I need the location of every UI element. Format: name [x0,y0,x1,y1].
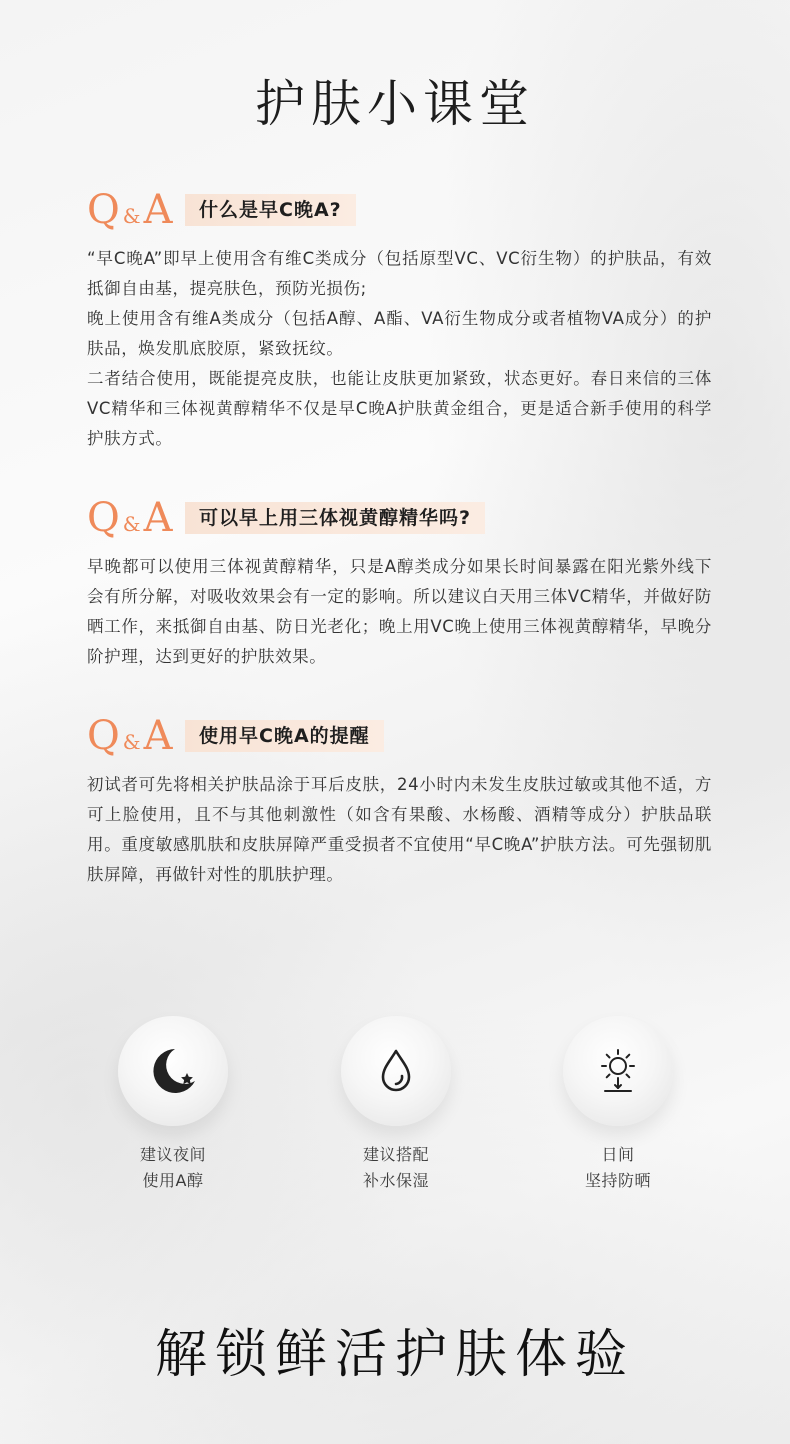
water-drop-icon [371,1046,421,1096]
qa-logo: Q & A [87,187,173,233]
qa-question: 什么是早C晚A? [185,194,356,226]
tip-sunscreen [538,1016,698,1194]
tip-label: 建议夜间 使用A醇 [139,1145,206,1190]
tip-icon-circle [563,1016,673,1126]
answer-paragraph: 早晚都可以使用三体视黄醇精华，只是A醇类成分如果长时间暴露在阳光紫外线下会有所分解，对吸收效果会有一定的影响。所以建议白天用三体VC精华，并做好防晒工作，来抵御自由基、防日光老化；晚上用VC晚上使用三体视黄醇精华，早晚分阶护理，达到更好的护肤效果。 [87,557,712,666]
tip-hydration [316,1016,476,1194]
tip-icon-circle [118,1016,228,1126]
tip-icon-circle [341,1016,451,1126]
answer-paragraph: 晚上使用含有维A类成分（包括A醇、A酯、VA衍生物成分或者植物VA成分）的护肤品，焕发肌底胶原，紧致抚纹。 [87,309,712,358]
qa-header [87,495,712,541]
qa-answer [87,552,712,672]
answer-paragraph: 初试者可先将相关护肤品涂于耳后皮肤，24小时内未发生皮肤过敏或其他不适，方可上脸使用，且不与其他刺激性（如含有果酸、水杨酸、酒精等成分）护肤品联用。重度敏感肌肤和皮肤屏障严重受损者不宜使用“早C晚A”护肤方法。可先强韧肌肤屏障，再做针对性的肌肤护理。 [87,775,712,884]
qa-answer [87,770,712,890]
tip-label: 日间 坚持防晒 [584,1145,651,1190]
qa-section-3 [87,713,712,890]
footer-title: 解锁鲜活护肤体验 [154,1325,635,1385]
answer-paragraph: “早C晚A”即早上使用含有维C类成分（包括原型VC、VC衍生物）的护肤品，有效抵御自由基，提亮肤色，预防光损伤; [87,249,712,298]
qa-header [87,187,712,233]
qa-logo: Q & A [87,495,173,541]
qa-logo: Q & A [87,713,173,759]
qa-section-2 [87,495,712,672]
sun-icon [593,1046,643,1096]
qa-answer [87,244,712,454]
qa-header [87,713,712,759]
tip-night-retinol [93,1016,253,1194]
qa-question: 可以早上用三体视黄醇精华吗? [185,502,485,534]
moon-star-icon [145,1043,201,1099]
page-title: 护肤小课堂 [255,75,535,133]
qa-question: 使用早C晚A的提醒 [185,720,384,752]
answer-paragraph: 二者结合使用，既能提亮皮肤，也能让皮肤更加紧致，状态更好。春日来信的三体VC精华和三体视黄醇精华不仅是早C晚A护肤黄金组合，更是适合新手使用的科学护肤方式。 [87,369,712,448]
tip-label: 建议搭配 补水保湿 [362,1145,429,1190]
qa-section-1 [87,187,712,454]
